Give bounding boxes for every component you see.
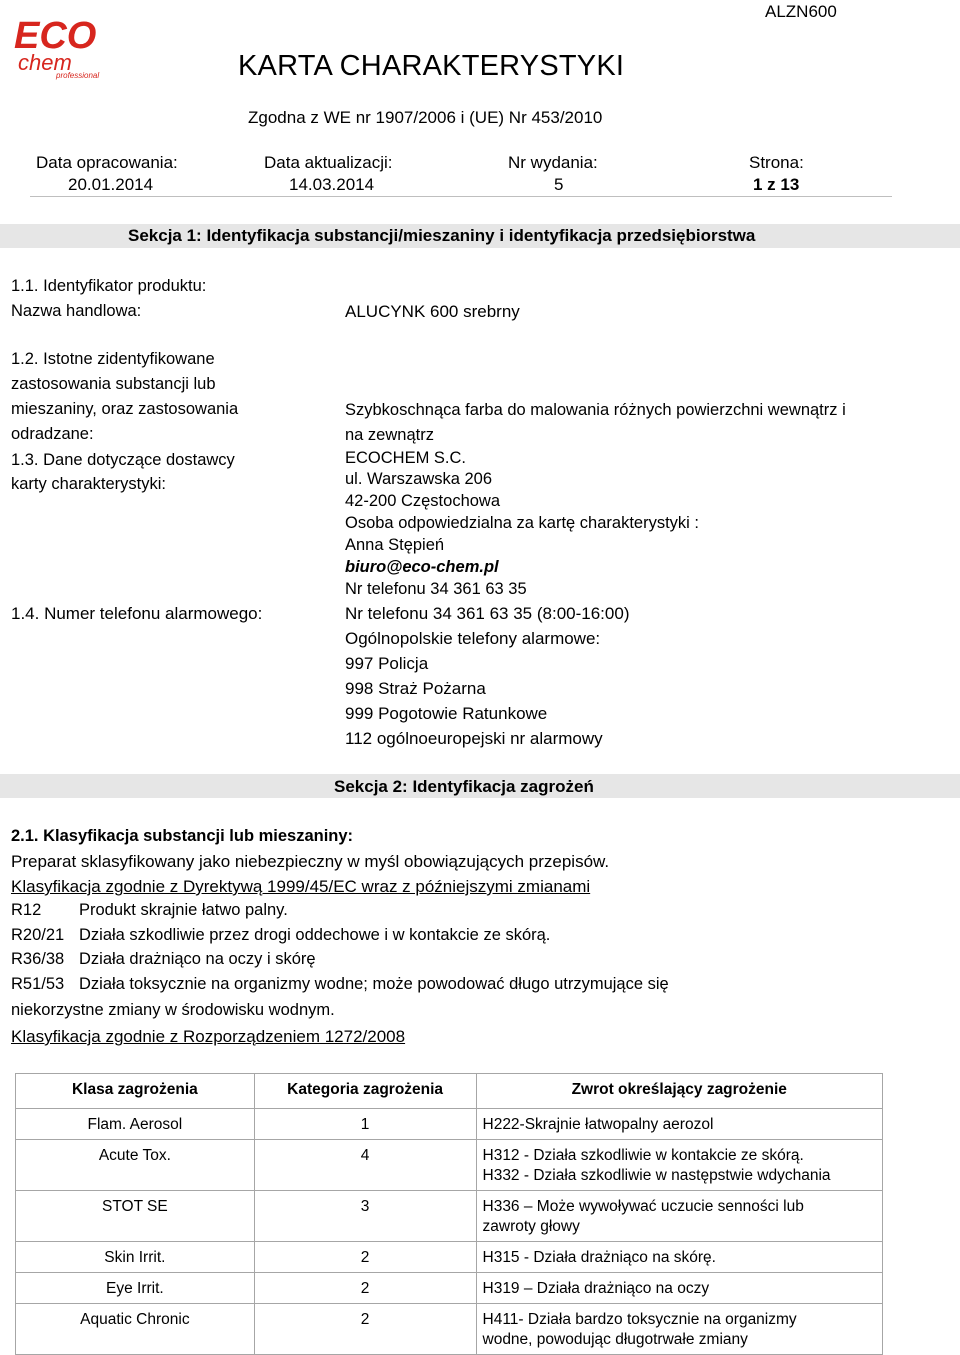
column-header-category: Kategoria zagrożenia [254, 1074, 476, 1109]
s21-label: 2.1. Klasyfikacja substancji lub mieszaniny: [11, 827, 354, 845]
r-text-4-continuation: niekorzystne zmiany w środowisku wodnym. [11, 1001, 335, 1019]
r-code-1: R12 [11, 901, 42, 919]
s12-line-2: zastosowania substancji lub [11, 375, 216, 393]
column-header-statement: Zwrot określający zagrożenie [476, 1074, 883, 1109]
cell-category: 3 [254, 1191, 476, 1242]
meta-label-page: Strona: [749, 153, 804, 172]
table-row [16, 1109, 883, 1140]
s13-value-line-5: Anna Stępień [345, 536, 445, 554]
cell-class: Acute Tox. [16, 1140, 255, 1191]
cell-statement [476, 1273, 883, 1304]
s11-label: 1.1. Identyfikator produktu: [11, 277, 207, 295]
table-header-row [16, 1074, 883, 1109]
s13-line-1: 1.3. Dane dotyczące dostawcy [11, 451, 235, 469]
s13-value-line-3: 42-200 Częstochowa [345, 492, 501, 510]
table-row [16, 1273, 883, 1304]
meta-value-edition: 5 [554, 175, 564, 194]
supplier-email-link[interactable]: biuro@eco-chem.pl [345, 558, 499, 576]
s14-value-line-6: 112 ogólnoeuropejski nr alarmowy [345, 729, 603, 748]
s14-value-line-4: 998 Straż Pożarna [345, 679, 486, 698]
meta-label-updated: Data aktualizacji: [264, 153, 393, 172]
document-subtitle: Zgodna z WE nr 1907/2006 i (UE) Nr 453/2010 [248, 108, 603, 127]
cell-statement [476, 1242, 883, 1273]
cell-category: 1 [254, 1109, 476, 1140]
r-code-3: R36/38 [11, 950, 65, 968]
directive-heading: Klasyfikacja zgodnie z Dyrektywą 1999/45/EC wraz z późniejszymi zmianami [11, 877, 591, 896]
s12-line-4: odradzane: [11, 425, 94, 443]
regulation-heading: Klasyfikacja zgodnie z Rozporządzeniem 1272/2008 [11, 1027, 406, 1046]
logo-eco-text: ECO [14, 15, 97, 57]
statement-line: H319 – Działa drażniąco na oczy [482, 1280, 710, 1297]
section2-title: Sekcja 2: Identyfikacja zagrożeń [334, 777, 594, 796]
table-row [16, 1242, 883, 1273]
section1-title: Sekcja 1: Identyfikacja substancji/mieszaniny i identyfikacja przedsiębiorstwa [128, 226, 756, 245]
s21-intro: Preparat sklasyfikowany jako niebezpieczny w myśl obowiązujących przepisów. [11, 852, 610, 871]
statement-line: H411- Działa bardzo toksycznie na organizmy [482, 1311, 797, 1328]
statement-line: H336 – Może wywoływać uczucie senności lub [482, 1198, 804, 1215]
s12-line-1: 1.2. Istotne zidentyfikowane [11, 350, 215, 368]
r-code-4: R51/53 [11, 975, 65, 993]
r-code-2: R20/21 [11, 926, 65, 944]
statement-line: H315 - Działa drażniąco na skórę. [482, 1249, 716, 1266]
cell-class: Flam. Aerosol [16, 1109, 255, 1140]
cell-statement [476, 1109, 883, 1140]
cell-statement [476, 1304, 883, 1355]
logo-chem-text: chem [18, 50, 72, 75]
r-text-4: Działa toksycznie na organizmy wodne; może powodować długo utrzymujące się [79, 975, 669, 993]
document-code: ALZN600 [765, 2, 837, 21]
s14-value-line-5: 999 Pogotowie Ratunkowe [345, 704, 548, 723]
statement-line: H332 - Działa szkodliwie w następstwie wdychania [482, 1167, 831, 1184]
table-row [16, 1140, 883, 1191]
meta-label-created: Data opracowania: [36, 153, 178, 172]
s14-label: 1.4. Numer telefonu alarmowego: [11, 604, 263, 623]
s14-value-line-2: Ogólnopolskie telefony alarmowe: [345, 629, 601, 648]
cell-class: STOT SE [16, 1191, 255, 1242]
cell-class: Eye Irrit. [16, 1273, 255, 1304]
statement-line: H312 - Działa szkodliwie w kontakcie ze skórą. [482, 1147, 804, 1164]
table-row [16, 1304, 883, 1355]
s13-value-line-2: ul. Warszawska 206 [345, 470, 493, 488]
statement-line: H222-Skrajnie łatwopalny aerozol [482, 1116, 714, 1133]
logo-professional-text: professional [56, 71, 100, 80]
column-header-class: Klasa zagrożenia [16, 1074, 255, 1109]
header-divider [30, 196, 892, 197]
s13-line-2: karty charakterystyki: [11, 475, 166, 493]
trade-name-label: Nazwa handlowa: [11, 302, 142, 320]
document-title: KARTA CHARAKTERYSTYKI [238, 50, 625, 82]
r-text-3: Działa drażniąco na oczy i skórę [79, 950, 316, 968]
cell-class: Aquatic Chronic [16, 1304, 255, 1355]
company-logo [12, 14, 112, 80]
s14-value-line-3: 997 Policja [345, 654, 429, 673]
meta-label-edition: Nr wydania: [508, 153, 598, 172]
s12-value-line-1: Szybkoschnąca farba do malowania różnych powierzchni wewnątrz i [345, 401, 846, 419]
s14-value-line-1: Nr telefonu 34 361 63 35 (8:00-16:00) [345, 604, 630, 623]
statement-line: zawroty głowy [482, 1218, 580, 1235]
supplier-phone: Nr telefonu 34 361 63 35 [345, 580, 527, 598]
s13-value-line-1: ECOCHEM S.C. [345, 449, 467, 467]
s12-line-3: mieszaniny, oraz zastosowania [11, 400, 239, 418]
statement-line: wodne, powodując długotrwałe zmiany [482, 1331, 748, 1348]
cell-statement [476, 1140, 883, 1191]
cell-category: 2 [254, 1273, 476, 1304]
cell-class: Skin Irrit. [16, 1242, 255, 1273]
meta-value-created: 20.01.2014 [68, 175, 154, 194]
cell-category: 2 [254, 1242, 476, 1273]
cell-category: 4 [254, 1140, 476, 1191]
s13-value-line-4: Osoba odpowiedzialna za kartę charakterystyki : [345, 514, 700, 532]
meta-value-page: 1 z 13 [753, 175, 800, 194]
table-row [16, 1191, 883, 1242]
trade-name-value: ALUCYNK 600 srebrny [345, 302, 520, 321]
cell-statement [476, 1191, 883, 1242]
r-text-2: Działa szkodliwie przez drogi oddechowe i w kontakcie ze skórą. [79, 926, 551, 944]
cell-category: 2 [254, 1304, 476, 1355]
meta-value-updated: 14.03.2014 [289, 175, 375, 194]
hazard-classification-table [15, 1073, 883, 1355]
s12-value-line-2: na zewnątrz [345, 426, 434, 444]
r-text-1: Produkt skrajnie łatwo palny. [79, 901, 288, 919]
eco-chem-logo-graphic [12, 14, 112, 80]
